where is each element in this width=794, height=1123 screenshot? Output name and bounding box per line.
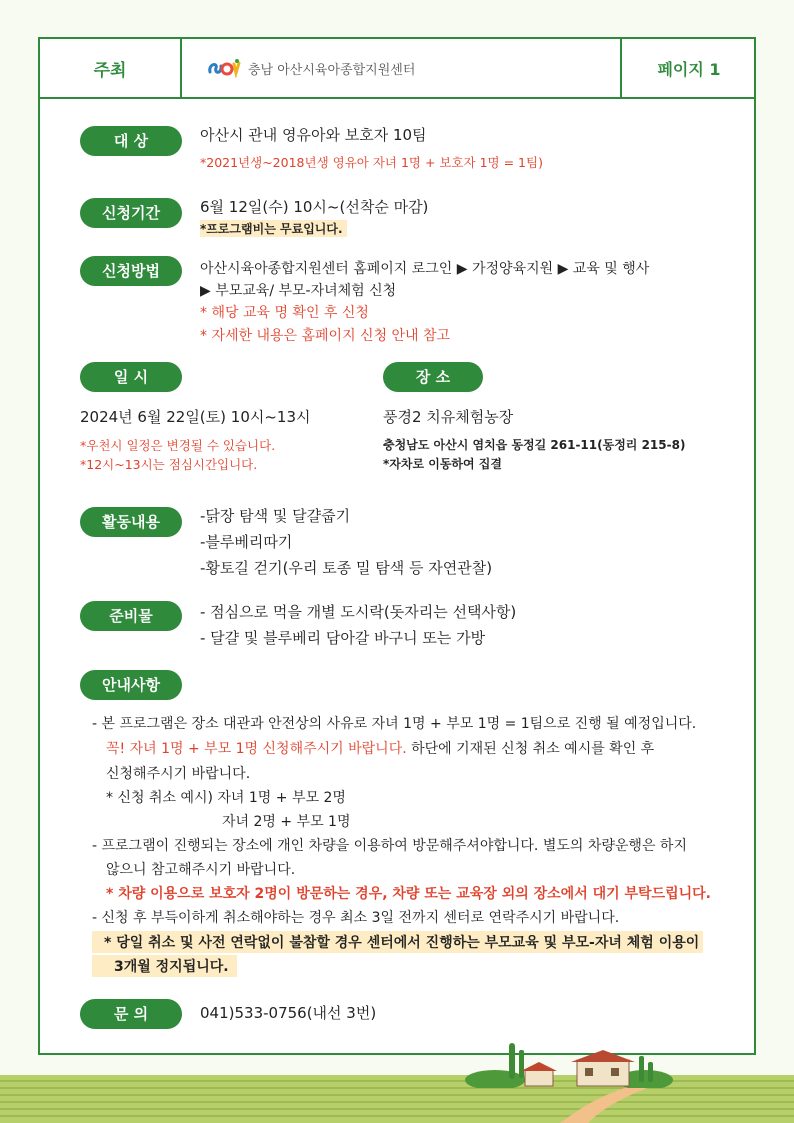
target-note: *2021년생~2018년생 영유아 자녀 1명 + 보호자 1명 = 1팀): [200, 155, 543, 170]
notice-line: - 신청 후 부득이하게 취소해야하는 경우 최소 3일 전까지 센터로 연락주시기 바랍니다.: [92, 910, 620, 926]
organizer-name: 충남 아산시육아종합지원센터: [248, 62, 416, 78]
organizer: [182, 39, 618, 97]
notice-line: [106, 738, 654, 758]
period-text: 6월 12일(수) 10시~(선착순 마감): [200, 198, 429, 216]
datetime-note1: *우천시 일정은 변경될 수 있습니다.: [80, 438, 276, 453]
place-text: 풍경2 치유체험농장: [383, 408, 514, 426]
page-label: 페이지 1: [620, 39, 756, 97]
notice-required-text: 꼭! 자녀 1명 + 부모 1명 신청해주시기 바랍니다.: [106, 741, 407, 757]
contact-pill: 문 의: [80, 999, 182, 1029]
period-note: *프로그램비는 무료입니다.: [200, 220, 347, 237]
host-label: 주최: [40, 39, 182, 97]
farm-house-icon: [455, 1038, 675, 1088]
notice-penalty-2: 3개월 정지됩니다.: [92, 955, 237, 977]
period-pill: 신청기간: [80, 198, 182, 228]
notice-line: 자녀 2명 + 부모 1명: [222, 814, 351, 830]
prep-pill: 준비물: [80, 601, 182, 631]
center-logo-icon: [206, 58, 242, 78]
method-line1: 아산시육아종합지원센터 홈페이지 로그인 ▶ 가정양육지원 ▶ 교육 및 행사: [200, 261, 650, 277]
notice-line: 않으니 참고해주시기 바랍니다.: [106, 862, 296, 878]
method-pill: 신청방법: [80, 256, 182, 286]
datetime-note2: *12시~13시는 점심시간입니다.: [80, 457, 258, 472]
activity-pill: 활동내용: [80, 507, 182, 537]
activity-item: -황토길 걷기(우리 토종 밀 탐색 등 자연관찰): [200, 559, 493, 577]
method-note1: * 해당 교육 명 확인 후 신청: [200, 305, 369, 321]
notice-warning: * 차량 이용으로 보호자 2명이 방문하는 경우, 차량 또는 교육장 외의 장소에서 대기 부탁드립니다.: [106, 886, 711, 902]
activity-item: -닭장 탐색 및 달걀줍기: [200, 507, 351, 525]
datetime-text: 2024년 6월 22일(토) 10시~13시: [80, 408, 311, 426]
header-bar: [40, 39, 754, 99]
target-pill: 대 상: [80, 126, 182, 156]
prep-item: - 달걀 및 블루베리 담아갈 바구니 또는 가방: [200, 629, 486, 647]
notice-penalty: * 당일 취소 및 사전 연락없이 불참할 경우 센터에서 진행하는 부모교육 및 부모-자녀 체험 이용이: [92, 931, 703, 953]
datetime-pill: 일 시: [80, 362, 182, 392]
notice-line: - 본 프로그램은 장소 대관과 안전상의 사유로 자녀 1명 + 부모 1명 = 1팀으로 진행 될 예정입니다.: [92, 716, 697, 732]
place-note: *자차로 이동하여 집결: [383, 457, 502, 471]
activity-item: -블루베리따기: [200, 533, 293, 551]
notice-pill: 안내사항: [80, 670, 182, 700]
notice-line: * 신청 취소 예시) 자녀 1명 + 부모 2명: [106, 790, 346, 806]
target-text: 아산시 관내 영유아와 보호자 10팀: [200, 126, 427, 144]
notice-line: 신청해주시기 바랍니다.: [106, 766, 251, 782]
contact-phone: 041)533-0756(내선 3번): [200, 1004, 377, 1022]
place-address: 충청남도 아산시 염치읍 동정길 261-11(동정리 215-8): [383, 438, 686, 452]
place-pill: 장 소: [383, 362, 483, 392]
notice-line: - 프로그램이 진행되는 장소에 개인 차량을 이용하여 방문해주셔야합니다. 별도의 차량운행은 하지: [92, 838, 687, 854]
method-line2: ▶ 부모교육/ 부모-자녀체험 신청: [200, 283, 397, 299]
prep-item: - 점심으로 먹을 개별 도시락(돗자리는 선택사항): [200, 603, 517, 621]
notice-line-rest: 하단에 기재된 신청 취소 예시를 확인 후: [411, 741, 655, 757]
method-note2: * 자세한 내용은 홈페이지 신청 안내 참고: [200, 328, 451, 344]
